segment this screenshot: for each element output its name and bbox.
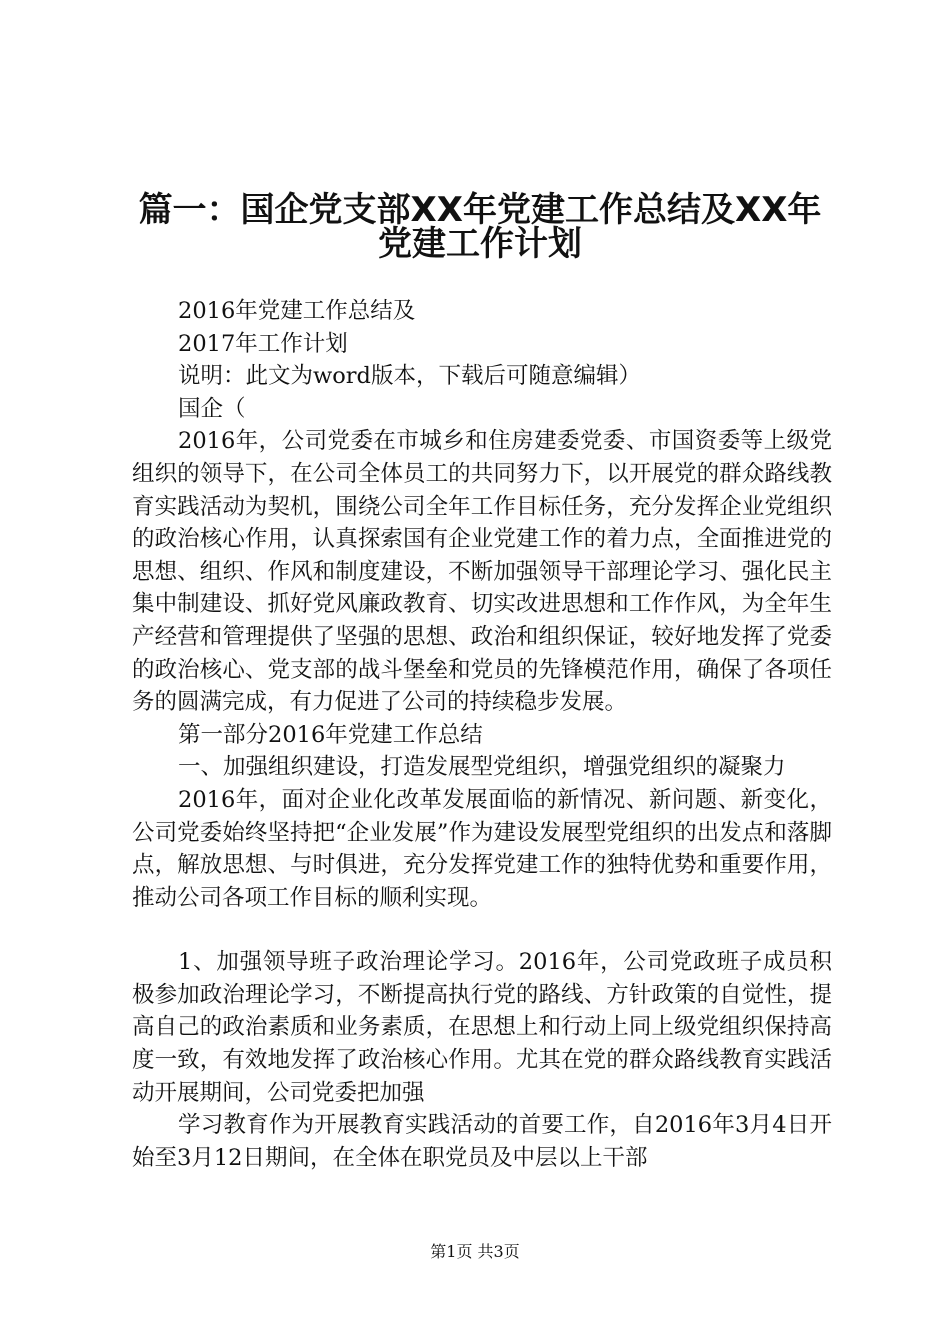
intro-paragraph: 2016年，公司党委在市城乡和住房建委党委、市国资委等上级党组织的领导下，在公司全体员工的共同努力下，以开展党的群众路线教育实践活动为契机，围绕公司全年工作目标任务，充分发挥企业党组织的政治核心作用，认真探索国有企业党建工作的着力点，全面推进党的思想、组织、作风和制度建设，不断加强领导干部理论学习、强化民主集中制建设、抓好党风廉政教育、切实改进思想和工作作风，为全年生产经营和管理提供了坚强的思想、政治和组织保证，较好地发挥了党委的政治核心、党支部的战斗堡垒和党员的先锋模范作用，确保了各项任务的圆满完成，有力促进了公司的持续稳步发展。 [132, 428, 832, 716]
editing-note: 说明：此文为word版本，下载后可随意编辑） [178, 363, 641, 390]
continuation-paragraph: 学习教育作为开展教育实践活动的首要工作，自2016年3月4日开始至3月12日期间，在全体在职党员及中层以上干部 [132, 1112, 832, 1171]
document-title-line-1: 篇一：国企党支部XX年党建工作总结及XX年 [138, 190, 822, 230]
document-body [132, 295, 832, 1174]
section-heading: 一、加强组织建设，打造发展型党组织，增强党组织的凝聚力 [178, 754, 786, 781]
section-paragraph: 2016年，面对企业化改革发展面临的新情况、新问题、新变化，公司党委始终坚持把“企业发展”作为建设发展型党组织的出发点和落脚点，解放思想、与时俱进，充分发挥党建工作的独特优势和重要作用，推动公司各项工作目标的顺利实现。 [132, 786, 832, 911]
page-footer: 第1页 共3页 [430, 1242, 520, 1261]
company-label: 国企（ [178, 395, 246, 422]
subtitle-summary: 2016年党建工作总结及 [178, 298, 416, 324]
item-1-paragraph: 1、加强领导班子政治理论学习。2016年，公司党政班子成员积极参加政治理论学习，不断提高执行党的路线、方针政策的自觉性，提高自己的政治素质和业务素质，在思想上和行动上同上级党组织保持高度一致，有效地发挥了政治核心作用。尤其在党的群众路线教育实践活动开展期间，公司党委把加强 [132, 949, 832, 1106]
subtitle-plan: 2017年工作计划 [178, 330, 348, 357]
part-heading: 第一部分2016年党建工作总结 [178, 721, 483, 748]
paragraph-gap [132, 914, 832, 946]
document-title-line-2: 党建工作计划 [378, 224, 582, 264]
